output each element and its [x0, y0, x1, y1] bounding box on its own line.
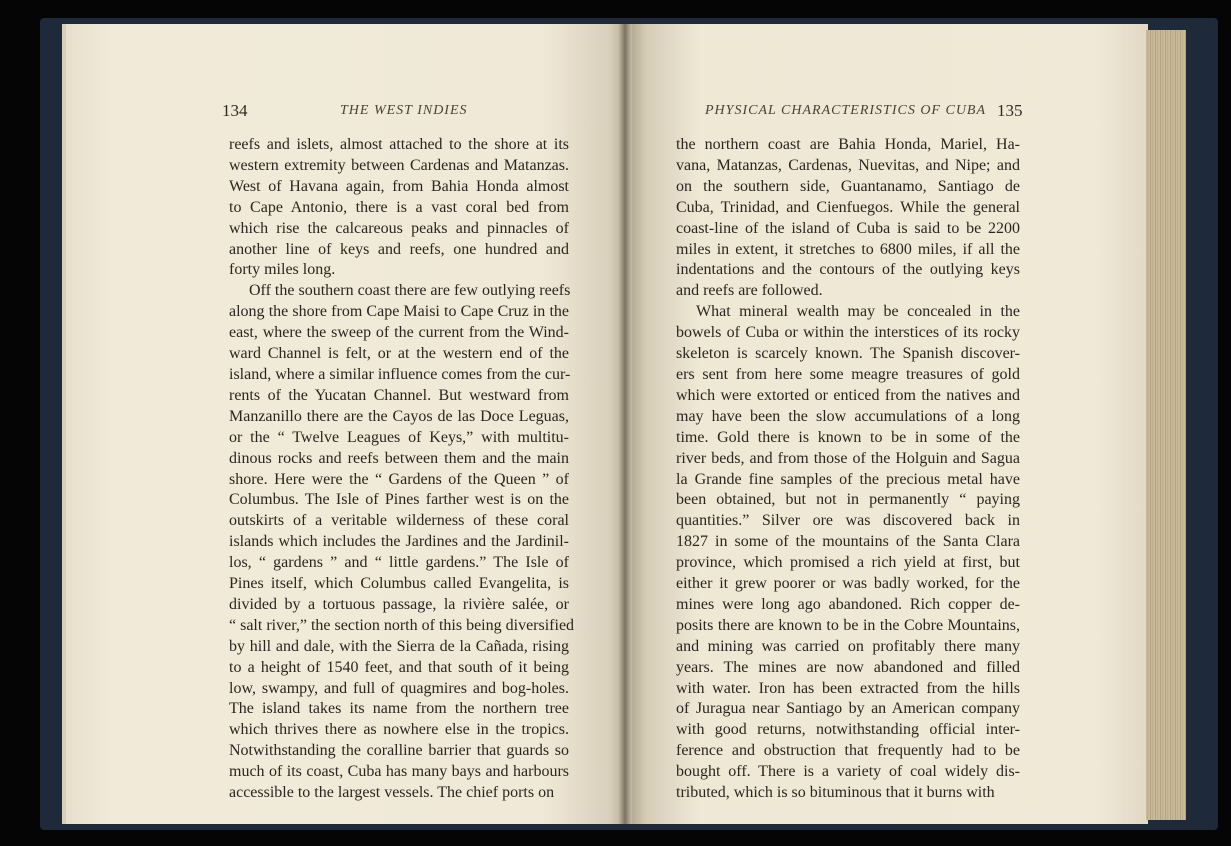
text-line: time. Gold there is known to be in some of the	[676, 428, 1020, 446]
page-edges	[1146, 30, 1186, 820]
text-line: los, “ gardens ” and “ little gardens.” The Isle of	[229, 554, 569, 572]
text-line: 1827 in some of the mountains of the Santa Clara	[676, 533, 1020, 551]
text-line: Off the southern coast there are few outlying reefs	[249, 282, 571, 300]
text-line: with water. Iron has been extracted from the hills	[676, 679, 1020, 697]
text-line: the northern coast are Bahia Honda, Mariel, Ha-	[676, 136, 1020, 153]
book-gutter	[618, 24, 632, 824]
text-line: with good returns, notwithstanding official inter-	[676, 721, 1020, 739]
text-line: vana, Matanzas, Cardenas, Nuevitas, and Nipe; and	[676, 156, 1020, 174]
text-line: much of its coast, Cuba has many bays and harbours	[229, 763, 569, 781]
right-page-body	[676, 135, 1020, 804]
text-line: rents of the Yucatan Channel. But westward from	[229, 386, 569, 404]
text-line: outskirts of a veritable wilderness of these coral	[229, 512, 569, 530]
text-line: Manzanillo there are the Cayos de las Doce Leguas,	[229, 407, 569, 425]
text-line: divided by a tortuous passage, la rivière salée, or	[229, 595, 569, 613]
text-line: Cuba, Trinidad, and Cienfuegos. While the general	[676, 198, 1020, 216]
text-line: by hill and dale, with the Sierra de la Cañada, rising	[229, 637, 569, 655]
text-line: east, where the sweep of the current from the Wind-	[229, 324, 569, 342]
text-line: coast-line of the island of Cuba is said to be 2200	[676, 219, 1020, 237]
right-page-number: 135	[997, 101, 1023, 120]
text-line: The island takes its name from the northern tree	[229, 700, 569, 718]
text-line: ers sent from here some meagre treasures of gold	[676, 365, 1020, 383]
text-line: forty miles long.	[229, 261, 336, 279]
text-line: tributed, which is so bituminous that it burns with	[676, 784, 995, 802]
text-line: Columbus. The Isle of Pines farther west is on the	[229, 491, 569, 509]
right-running-head: PHYSICAL CHARACTERISTICS OF CUBA	[705, 103, 987, 118]
text-line: Pines itself, which Columbus called Evangelita, is	[229, 575, 569, 593]
text-line: posits there are known to be in the Cobre Mountains,	[676, 616, 1020, 634]
text-line: years. The mines are now abandoned and filled	[676, 658, 1020, 676]
text-line: dinous rocks and reefs between them and the main	[229, 449, 569, 467]
left-page-number: 134	[222, 101, 248, 120]
text-line: which thrives there as nowhere else in the tropics.	[229, 721, 569, 739]
text-line: and mining was carried on profitably there many	[676, 637, 1020, 655]
text-line: island, where a similar influence comes from the cur-	[229, 365, 571, 383]
text-line: islands which includes the Jardines and the Jardinil-	[229, 533, 569, 551]
text-line: low, swampy, and full of quagmires and bog-holes.	[229, 679, 569, 697]
text-line: province, which promised a rich yield at first, but	[676, 554, 1020, 572]
text-line: bowels of Cuba or within the interstices of its rocky	[676, 324, 1020, 342]
text-line: Notwithstanding the coralline barrier that guards so	[229, 742, 569, 760]
text-line: quantities.” Silver ore was discovered back in	[676, 512, 1020, 530]
text-line: of Juragua near Santiago by an American company	[676, 700, 1020, 718]
left-running-head: THE WEST INDIES	[340, 103, 468, 118]
text-line: West of Havana again, from Bahia Honda almost	[229, 177, 569, 195]
text-line: river beds, and from those of the Holguin and Sagua	[676, 449, 1020, 467]
text-line: skeleton is scarcely known. The Spanish discover-	[676, 345, 1020, 363]
text-line: What mineral wealth may be concealed in the	[696, 303, 1020, 321]
text-line: to Cape Antonio, there is a vast coral bed from	[229, 198, 569, 216]
text-line: may have been the slow accumulations of a long	[676, 407, 1020, 425]
text-line: on the southern side, Guantanamo, Santiago de	[676, 177, 1020, 195]
text-line: another line of keys and reefs, one hundred and	[229, 240, 569, 258]
text-line: which rise the calcareous peaks and pinnacles of	[229, 219, 569, 237]
text-line: shore. Here were the “ Gardens of the Queen ” of	[229, 470, 569, 488]
text-line: bought off. There is a variety of coal widely dis-	[676, 763, 1020, 781]
text-line: along the shore from Cape Maisi to Cape Cruz in the	[229, 303, 569, 321]
text-line: mines were long ago abandoned. Rich copper de-	[676, 595, 1020, 613]
text-line: miles in extent, it stretches to 6800 miles, if all the	[676, 240, 1020, 258]
text-line: “ salt river,” the section north of this being diversified	[229, 616, 575, 634]
text-line: la Grande fine samples of the precious metal have	[676, 470, 1020, 488]
text-line: to a height of 1540 feet, and that south of it being	[229, 658, 569, 676]
text-line: and reefs are followed.	[676, 282, 823, 300]
text-line: which were extorted or enticed from the natives and	[676, 386, 1020, 404]
text-line: ference and obstruction that frequently had to be	[676, 742, 1020, 760]
left-page-body	[229, 135, 575, 804]
text-line: accessible to the largest vessels. The chief ports on	[229, 784, 555, 802]
text-line: either it grew poorer or was badly worked, for the	[676, 575, 1020, 593]
text-line: been obtained, but not in permanently “ paying	[676, 491, 1020, 509]
text-line: indentations and the contours of the outlying keys	[676, 261, 1020, 279]
text-line: reefs and islets, almost attached to the shore at its	[229, 136, 569, 153]
text-line: western extremity between Cardenas and Matanzas.	[229, 156, 569, 174]
text-line: or the “ Twelve Leagues of Keys,” with multitu-	[229, 428, 569, 446]
text-line: ward Channel is felt, or at the western end of the	[229, 345, 569, 363]
